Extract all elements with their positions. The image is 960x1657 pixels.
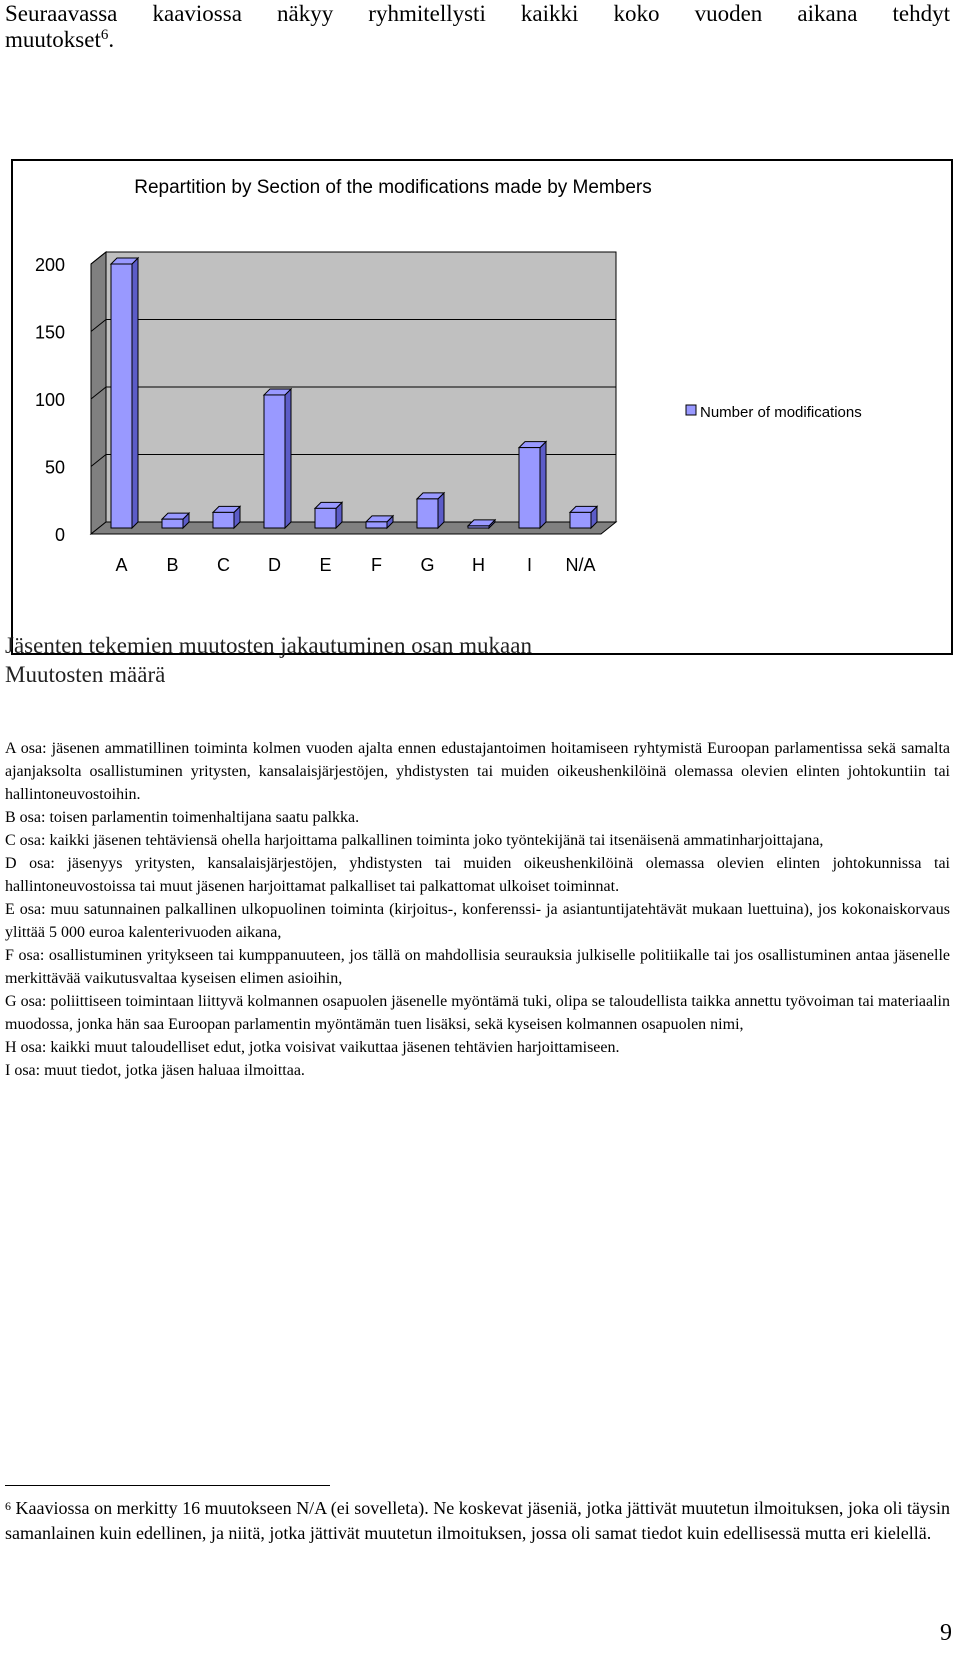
bar bbox=[213, 512, 234, 528]
section-f: F osa: osallistuminen yritykseen tai kumppanuuteen, jos tällä on mahdollisia seurauksia julkiselle politiikalle tai jos osallistuminen antaa jäsenelle merkittävää vaikutusvaltaa kyseisen elimen asioihin, bbox=[5, 947, 950, 987]
x-tick-label: A bbox=[115, 555, 128, 575]
section-c: C osa: kaikki jäsenen tehtäviensä ohella harjoittama palkallinen toiminta joko työntekijänä tai itsenäisenä ammatinharjoittajana, bbox=[5, 832, 824, 849]
section-i: I osa: muut tiedot, jotka jäsen haluaa ilmoittaa. bbox=[5, 1062, 305, 1079]
y-tick-label: 0 bbox=[54, 525, 65, 545]
y-tick-label: 200 bbox=[34, 255, 65, 275]
bar-chart bbox=[13, 161, 951, 653]
intro-line-2-end: . bbox=[108, 27, 115, 52]
footnote-ref[interactable]: 6 bbox=[100, 27, 109, 43]
footnote-separator bbox=[5, 1485, 330, 1486]
bar bbox=[315, 508, 336, 528]
bar bbox=[264, 395, 285, 528]
legend-label: Number of modifications bbox=[700, 404, 862, 421]
x-tick-label: C bbox=[217, 555, 230, 575]
section-b: B osa: toisen parlamentin toimenhaltijana saatu palkka. bbox=[5, 809, 360, 826]
footnote-number: 6 bbox=[5, 1499, 11, 1513]
chart-caption-subtitle: Muutosten määrä bbox=[5, 662, 166, 687]
legend-swatch bbox=[686, 405, 696, 415]
bar-side bbox=[285, 389, 291, 528]
page-number: 9 bbox=[940, 1620, 952, 1646]
bar bbox=[162, 519, 183, 528]
bar bbox=[417, 499, 438, 528]
section-e: E osa: muu satunnainen palkallinen ulkopuolinen toiminta (kirjoitus-, konferenssi- ja asiantuntijatehtävät mukaan luettuina), jos kokonaiskorvaus ylittää 5 000 euroa kalenterivuoden aikana, bbox=[5, 901, 950, 941]
bar bbox=[366, 522, 387, 528]
x-tick-label: I bbox=[526, 555, 533, 575]
x-tick-label: N/A bbox=[565, 555, 596, 575]
bar bbox=[519, 448, 540, 528]
intro-line-2 bbox=[5, 26, 114, 53]
x-tick-label: B bbox=[166, 555, 179, 575]
chart-title: Repartition by Section of the modifications made by Members bbox=[134, 177, 652, 198]
x-tick-label: H bbox=[472, 555, 485, 575]
y-tick-label: 100 bbox=[34, 390, 65, 410]
footnote bbox=[5, 1496, 950, 1545]
intro-line-1: Seuraavassa kaaviossa näkyy ryhmitellysti kaikki koko vuoden aikana tehdyt bbox=[5, 1, 950, 26]
section-g: G osa: poliittiseen toimintaan liittyvä kolmannen osapuolen jäsenelle myöntämä tuki, olipa se taloudellista taikka annettu työvoiman tai materiaalin muodossa, jonka hän saa Euroopan parlamentin myöntämän tuen lisäksi, sekä kyseisen kolmannen osapuolen nimi, bbox=[5, 993, 950, 1033]
bar-side bbox=[132, 258, 138, 528]
y-tick-label: 50 bbox=[44, 457, 65, 478]
footnote-text: Kaaviossa on merkitty 16 muutokseen N/A (ei sovelleta). Ne koskevat jäseniä, jotka jättivät muutetun ilmoituksen, joka oli täysin samanlainen kuin edellinen, ja niitä, jotka jättivät muutetun ilmoituksen, jossa oli samat tiedot kuin edellisessä mutta eri kielellä. bbox=[5, 1498, 951, 1543]
section-descriptions bbox=[5, 737, 950, 1082]
chart-frame bbox=[11, 159, 953, 655]
bar bbox=[570, 512, 591, 528]
intro-line-2-text: muutokset bbox=[5, 27, 101, 52]
chart-caption: Jäsenten tekemien muutosten jakautuminen osan mukaan bbox=[5, 633, 532, 658]
y-tick-label: 150 bbox=[34, 322, 65, 343]
x-tick-label: G bbox=[420, 555, 435, 575]
x-tick-label: E bbox=[319, 555, 332, 575]
section-a: A osa: jäsenen ammatillinen toiminta kolmen vuoden ajalta ennen edustajantoimen hoitamiseen ryhtymistä Euroopan parlamentissa sekä samalta ajanjaksolta osallistuminen yritysten, kansalaisjärjestöjen, yhdistysten tai muiden oikeushenkilöinä olemassa olevien elinten johtokuntiin tai hallintoneuvostoihin. bbox=[5, 740, 950, 803]
bar bbox=[111, 264, 132, 528]
bar bbox=[468, 526, 489, 528]
bar-side bbox=[540, 442, 546, 528]
section-h: H osa: kaikki muut taloudelliset edut, jotka voisivat vaikuttaa jäsenen tehtävien harjoittamiseen. bbox=[5, 1039, 620, 1056]
section-d: D osa: jäsenyys yritysten, kansalaisjärjestöjen, yhdistysten tai muiden oikeushenkilöinä olemassa olevien elinten johtokunnissa tai hallintoneuvostoissa tai muut jäsenen harjoittamat palkalliset tai palkattomat ulkoiset toiminnat. bbox=[5, 855, 950, 895]
x-tick-label: F bbox=[371, 555, 382, 575]
x-tick-label: D bbox=[268, 555, 281, 575]
